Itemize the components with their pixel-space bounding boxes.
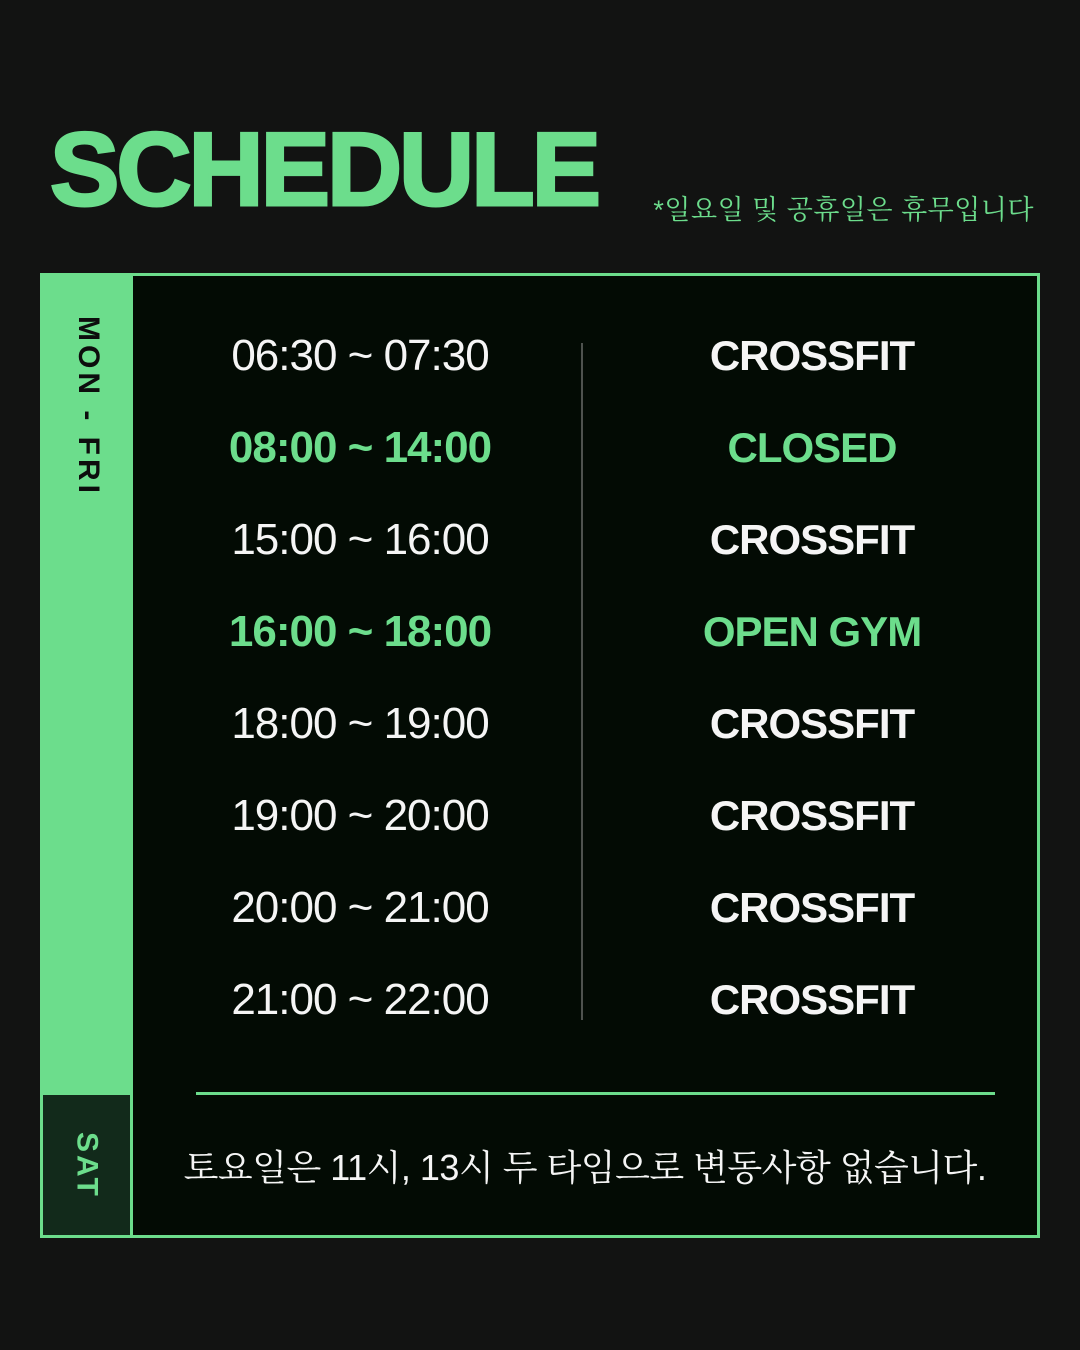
weekday-sidebar — [43, 276, 133, 1092]
time-range: 18:00 ~ 19:00 — [231, 699, 489, 748]
schedule-row — [133, 954, 1037, 1046]
saturday-sidebar — [43, 1092, 133, 1235]
schedule-row — [133, 862, 1037, 954]
page-title: SCHEDULE — [50, 112, 599, 228]
activity-label: CROSSFIT — [709, 700, 915, 747]
schedule-row — [133, 310, 1037, 402]
activity-label: CLOSED — [727, 424, 897, 471]
activity-label: CROSSFIT — [709, 976, 915, 1023]
schedule-panel — [40, 273, 1040, 1238]
time-range: 20:00 ~ 21:00 — [231, 883, 489, 932]
schedule-row — [133, 770, 1037, 862]
time-range: 06:30 ~ 07:30 — [231, 331, 489, 380]
holiday-note: *일요일 및 공휴일은 휴무입니다 — [653, 195, 1034, 225]
weekday-sidebar-label: MON - FRI — [72, 316, 105, 497]
saturday-note: 토요일은 11시, 13시 두 타임으로 변동사항 없습니다. — [183, 1146, 987, 1188]
schedule-rows — [133, 310, 1037, 1046]
schedule-row — [133, 402, 1037, 494]
time-range: 21:00 ~ 22:00 — [231, 975, 489, 1024]
time-range: 15:00 ~ 16:00 — [231, 515, 489, 564]
saturday-note-area — [133, 1095, 1037, 1235]
activity-label: OPEN GYM — [702, 608, 922, 655]
time-range: 16:00 ~ 18:00 — [228, 607, 492, 656]
time-range: 19:00 ~ 20:00 — [231, 791, 489, 840]
schedule-row — [133, 494, 1037, 586]
activity-label: CROSSFIT — [709, 884, 915, 931]
schedule-row — [133, 586, 1037, 678]
time-range: 08:00 ~ 14:00 — [228, 423, 492, 472]
activity-label: CROSSFIT — [709, 792, 915, 839]
saturday-sidebar-label: SAT — [70, 1131, 104, 1199]
activity-label: CROSSFIT — [709, 516, 915, 563]
schedule-main-area — [133, 276, 1037, 1235]
activity-label: CROSSFIT — [709, 332, 915, 379]
schedule-row — [133, 678, 1037, 770]
